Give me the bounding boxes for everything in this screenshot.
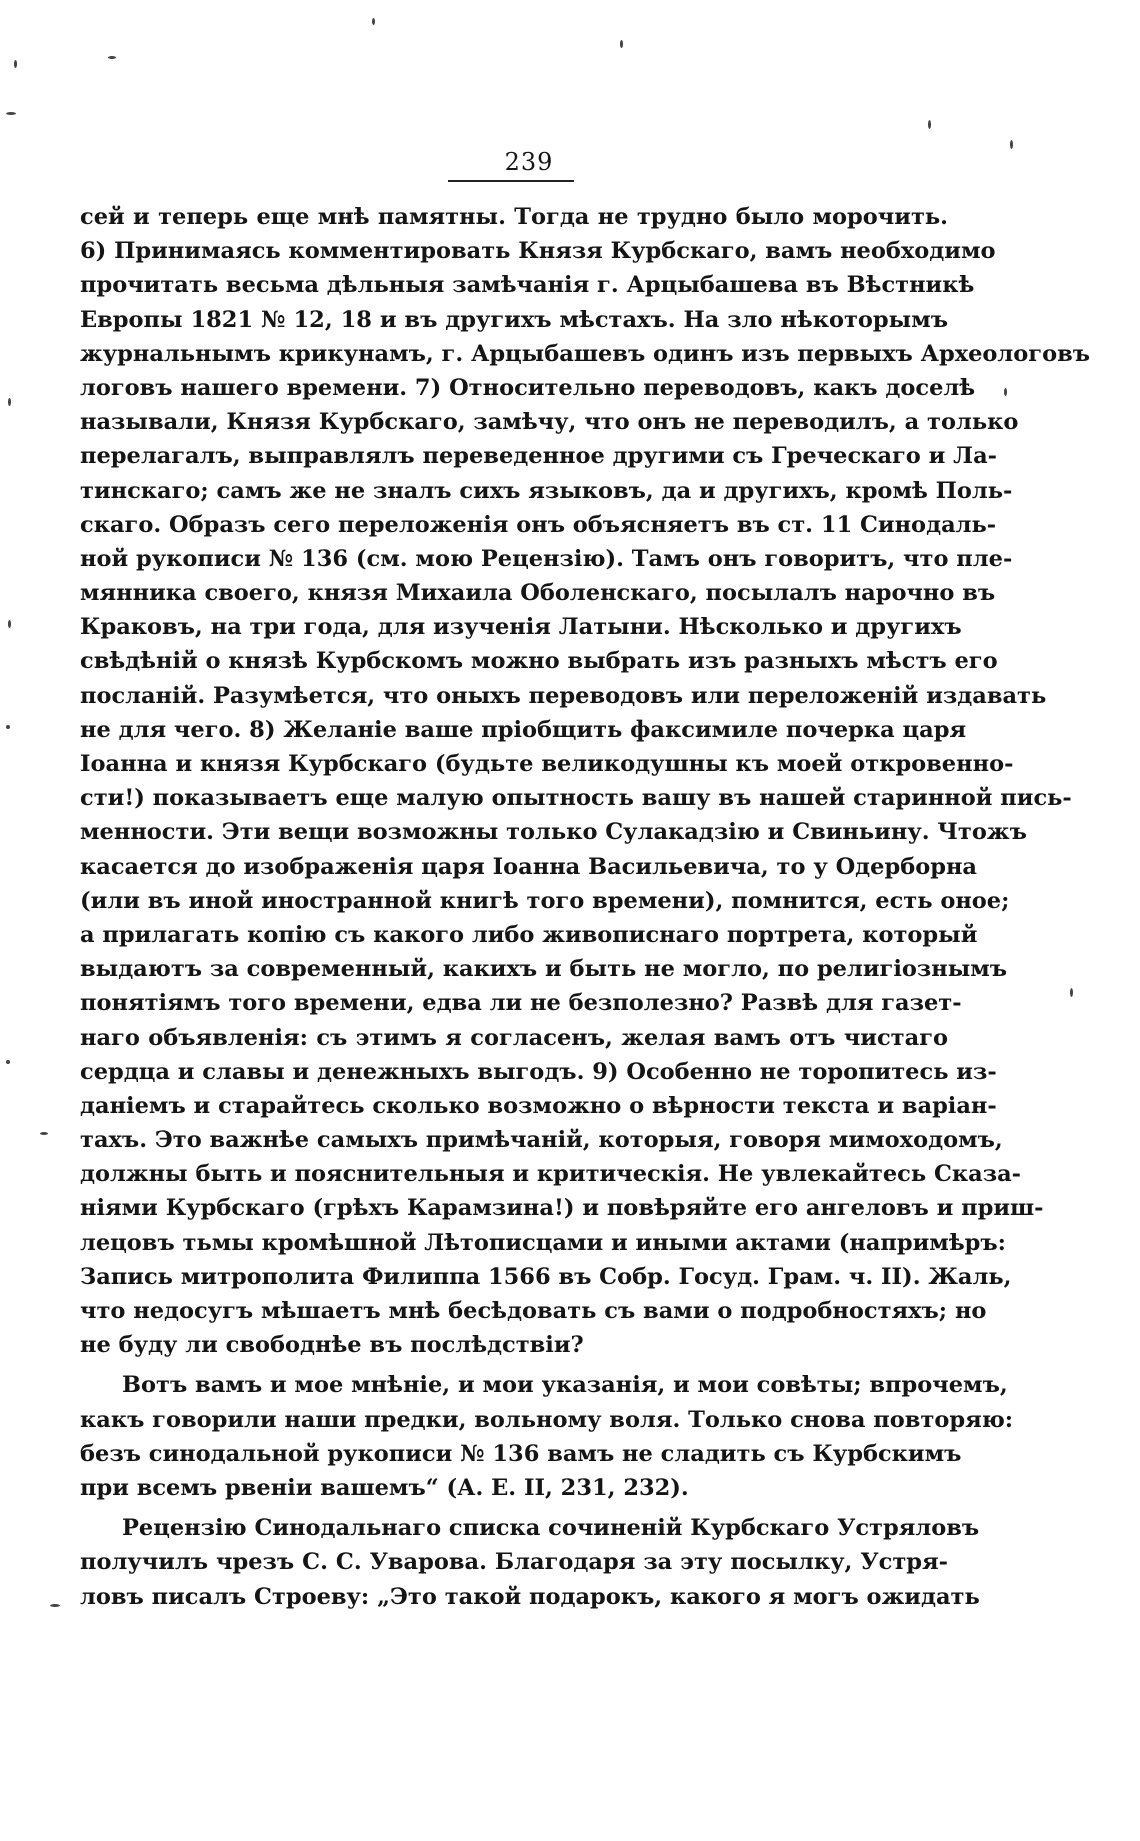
scan-speck — [620, 40, 623, 48]
text-line: прочитать весьма дѣльныя замѣчанія г. Арцыбашева въ Вѣстникѣ — [80, 272, 975, 299]
text-line: сердца и славы и денежныхъ выгодъ. 9) Особенно не торопитесь из- — [80, 1058, 997, 1085]
scan-speck — [1010, 140, 1013, 149]
scan-speck — [40, 1132, 48, 1135]
scan-speck — [6, 725, 10, 729]
scan-speck — [8, 398, 11, 406]
text-line: Европы 1821 № 12, 18 и въ другихъ мѣстахъ. На зло нѣкоторымъ — [80, 306, 948, 333]
paragraph-first-line: Вотъ вамъ и мое мнѣніе, и мои указанія, и мои совѣты; впрочемъ, — [122, 1372, 1008, 1399]
text-line: сти!) показываетъ еще малую опытность вашу въ нашей старинной пись- — [80, 785, 1072, 812]
scan-speck — [6, 1060, 10, 1064]
scan-speck — [928, 120, 931, 129]
scan-speck — [1004, 388, 1007, 396]
text-line: наго объявленія: съ этимъ я согласенъ, желая вамъ отъ чистаго — [80, 1024, 948, 1051]
text-line: (или въ иной иностранной книгѣ того времени), помнится, есть оное; — [80, 887, 1010, 914]
scan-speck — [14, 60, 17, 68]
scan-speck — [372, 18, 375, 25]
text-line: ной рукописи № 136 (см. мою Рецензію). Тамъ онъ говоритъ, что пле- — [80, 545, 1013, 572]
text-line: безъ синодальной рукописи № 136 вамъ не сладить съ Курбскимъ — [80, 1440, 962, 1467]
text-line: скаго. Образъ сего переложенія онъ объясняетъ въ ст. 11 Синодаль- — [80, 511, 997, 538]
body-text — [80, 200, 1090, 1614]
text-line: менности. Эти вещи возможны только Сулакадзію и Свиньину. Чтожъ — [80, 819, 1027, 846]
text-line: перелагалъ, выправлялъ переведенное другими съ Греческаго и Ла- — [80, 443, 997, 470]
text-line: при всемъ рвеніи вашемъ“ (А. Е. II, 231, 232). — [80, 1474, 689, 1501]
text-line: понятіямъ того времени, едва ли не безполезно? Развѣ для газет- — [80, 990, 962, 1017]
text-line: какъ говорили наши предки, вольному воля. Только снова повторяю: — [80, 1406, 1014, 1433]
text-line: Краковъ, на три года, для изученія Латыни. Нѣсколько и другихъ — [80, 614, 962, 641]
text-line: даніемъ и старайтесь сколько возможно о вѣрности текста и варіан- — [80, 1092, 997, 1119]
text-line: журнальнымъ крикунамъ, г. Арцыбашевъ одинъ изъ первыхъ Археологовъ — [80, 340, 1090, 367]
text-line: ніями Курбскаго (грѣхъ Карамзина!) и повѣряйте его ангеловъ и приш- — [80, 1195, 1044, 1222]
text-line: получилъ чрезъ С. С. Уварова. Благодаря за эту посылку, Устря- — [80, 1549, 948, 1576]
text-line: посланій. Разумѣется, что оныхъ переводовъ или переложеній издавать — [80, 682, 1047, 709]
text-line: а прилагать копію съ какого либо живописнаго портрета, который — [80, 921, 978, 948]
text-line: не буду ли свободнѣе въ послѣдствіи? — [80, 1332, 584, 1359]
text-line: логовъ нашего времени. 7) Относительно переводовъ, какъ доселѣ — [80, 374, 976, 401]
text-line: должны быть и пояснительныя и критическія. Не увлекайтесь Сказа- — [80, 1161, 1022, 1188]
scan-speck — [108, 56, 116, 59]
text-line: называли, Князя Курбскаго, замѣчу, что онъ не переводилъ, а только — [80, 409, 1019, 436]
paragraph-first-line: Рецензію Синодальнаго списка сочиненій Курбскаго Устряловъ — [122, 1515, 980, 1542]
scan-speck — [6, 112, 16, 115]
text-line: лецовъ тьмы кромѣшной Лѣтописцами и иными актами (напримѣръ: — [80, 1229, 1006, 1256]
text-line: выдаютъ за современный, какихъ и быть не могло, по религіознымъ — [80, 956, 1008, 983]
text-line: не для чего. 8) Желаніе ваше пріобщить факсимиле почерка царя — [80, 716, 967, 743]
text-line: мянника своего, князя Михаила Оболенскаго, посылалъ нарочно въ — [80, 580, 996, 607]
text-line: тинскаго; самъ же не зналъ сихъ языковъ, да и другихъ, кромѣ Поль- — [80, 477, 1013, 504]
scan-speck — [50, 1604, 60, 1607]
text-line: 6) Принимаясь комментировать Князя Курбскаго, вамъ необходимо — [80, 238, 996, 265]
text-line: свѣдѣній о князѣ Курбскомъ можно выбрать изъ разныхъ мѣстъ его — [80, 648, 998, 675]
text-line: тахъ. Это важнѣе самыхъ примѣчаній, которыя, говоря мимоходомъ, — [80, 1127, 1003, 1154]
scan-speck — [1070, 988, 1073, 997]
text-line: сей и теперь еще мнѣ памятны. Тогда не трудно было морочить. — [80, 204, 948, 230]
page-number-rule — [448, 180, 574, 182]
text-line: что недосугъ мѣшаетъ мнѣ бесѣдовать съ вами о подробностяхъ; но — [80, 1298, 987, 1324]
text-line: касается до изображенія царя Іоанна Васильевича, то у Одерборна — [80, 853, 978, 880]
text-line: Запись митрополита Филиппа 1566 въ Собр. Госуд. Грам. ч. II). Жаль, — [80, 1263, 1012, 1290]
scan-speck — [8, 620, 11, 628]
text-line: ловъ писалъ Строеву: „Это такой подарокъ, какого я могъ ожидать — [80, 1583, 980, 1610]
page-number: 239 — [504, 148, 554, 176]
text-line: Іоанна и князя Курбскаго (будьте великодушны къ моей откровенно- — [80, 751, 1014, 777]
